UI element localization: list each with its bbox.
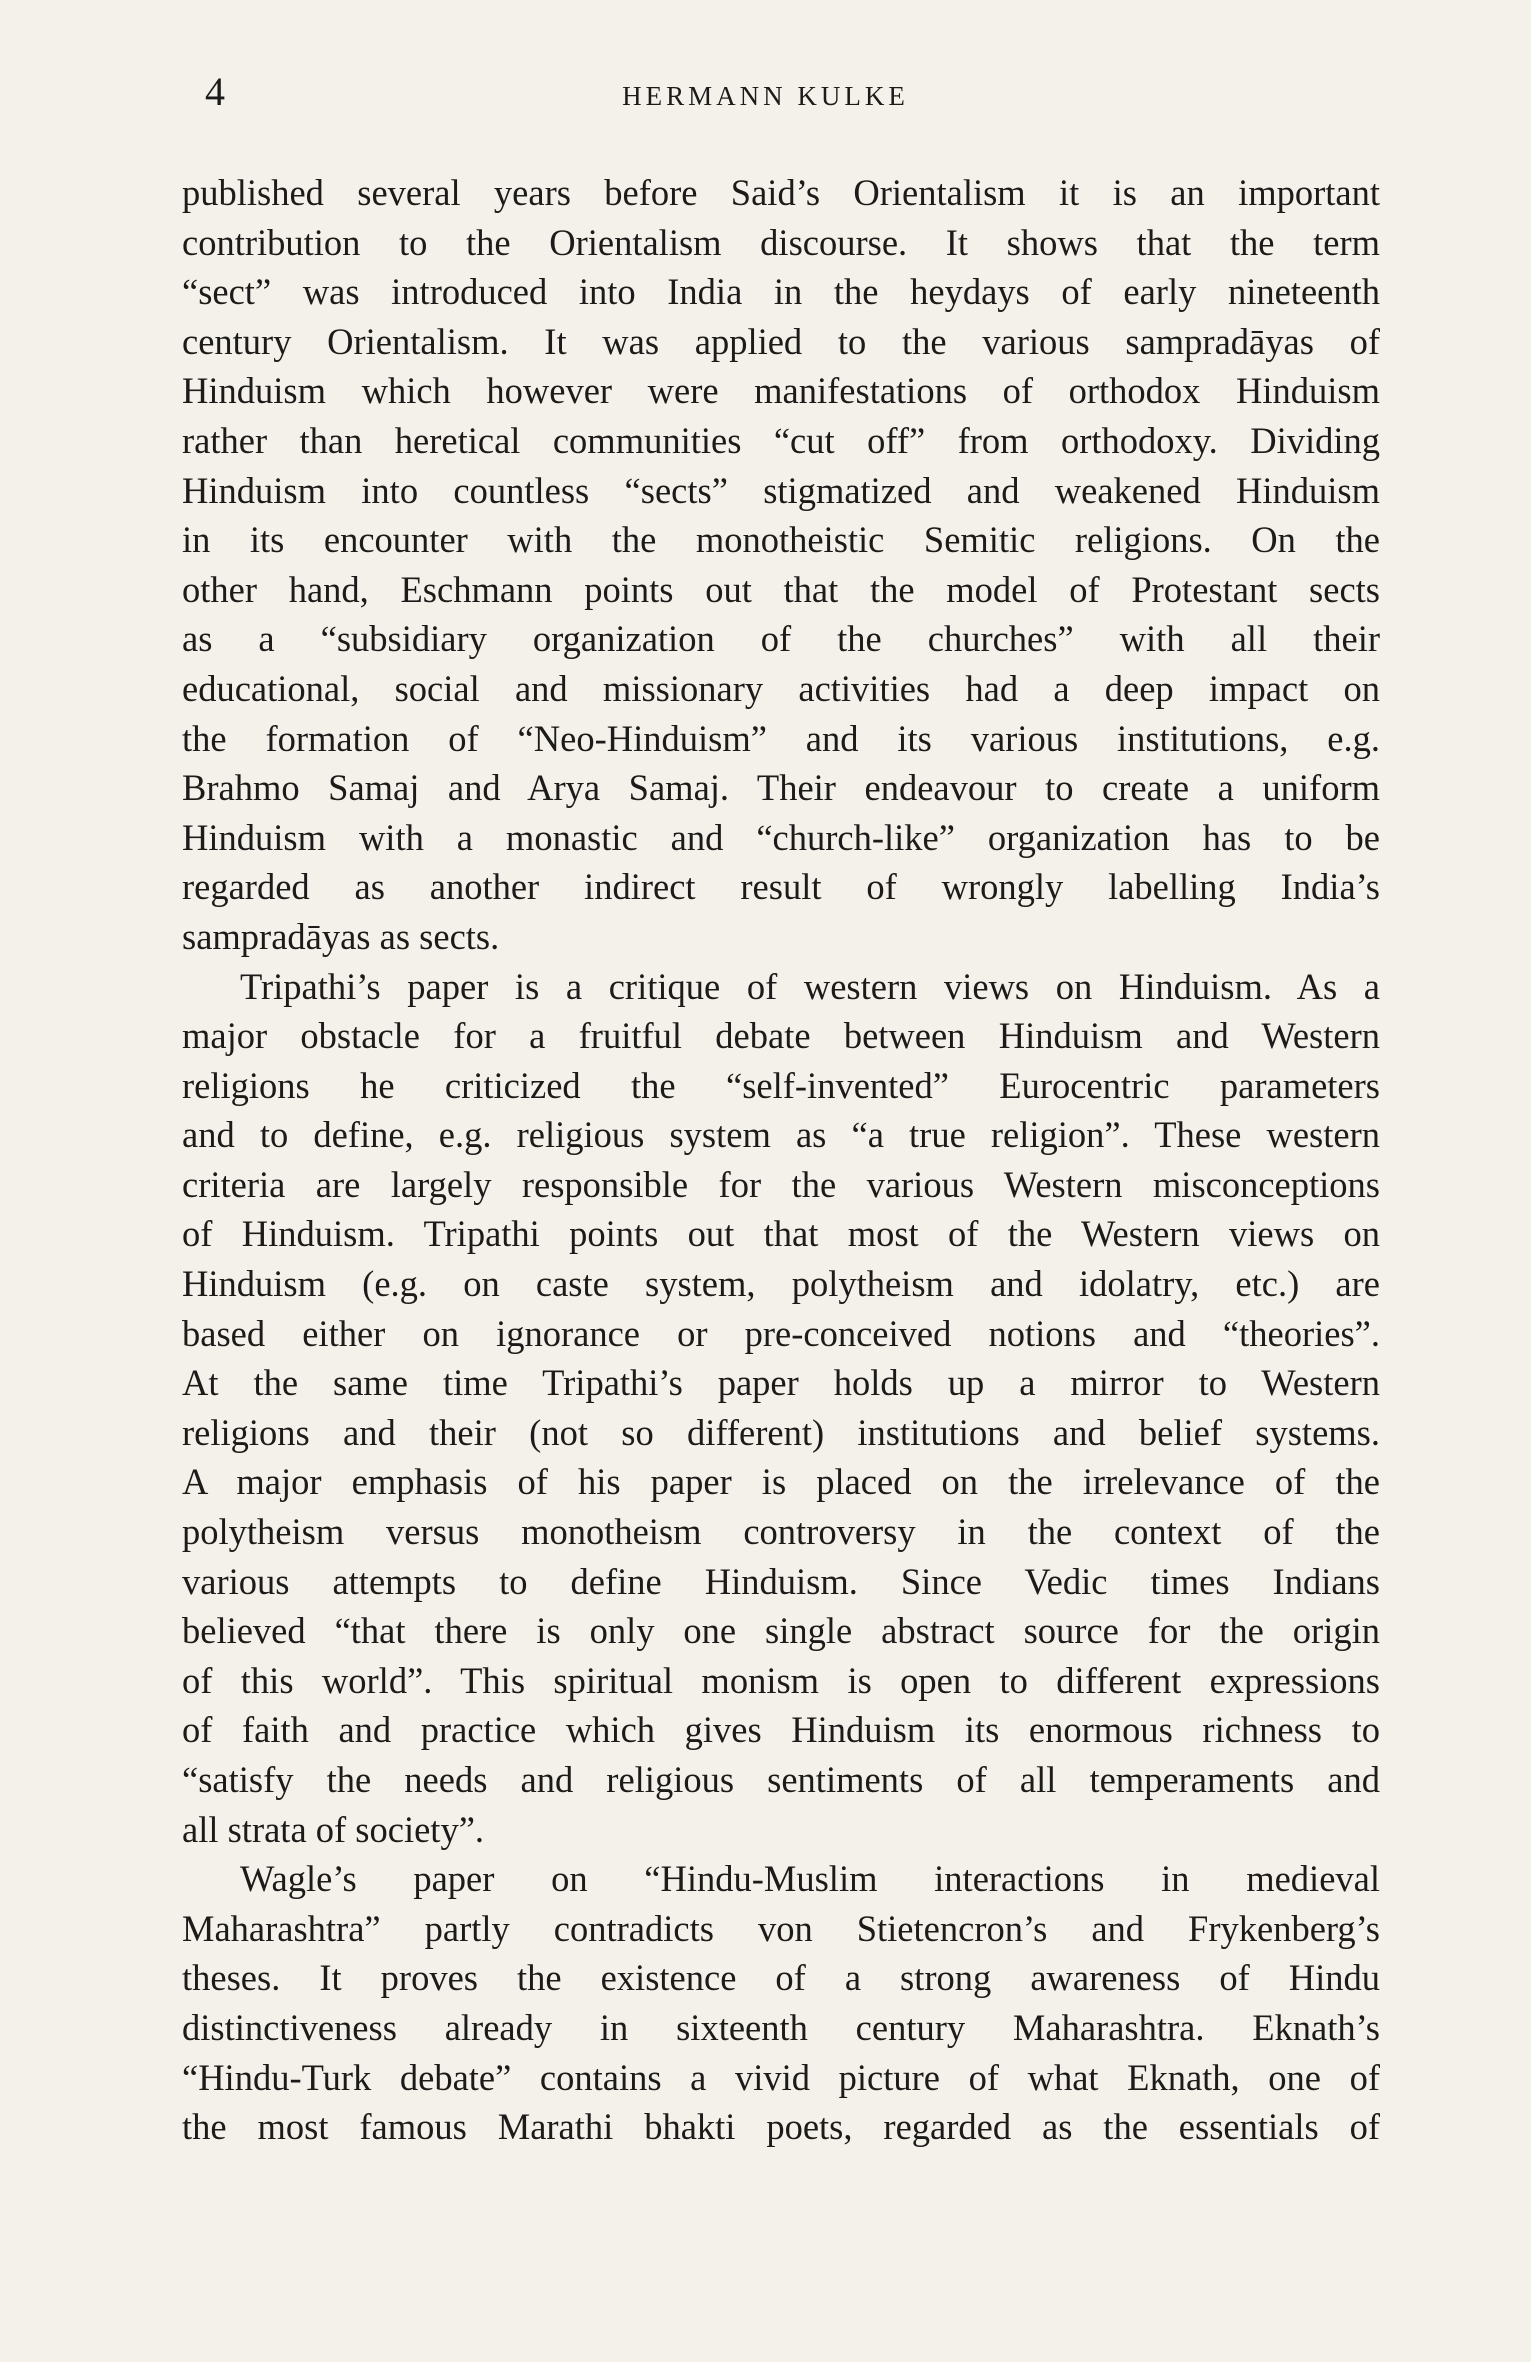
text-line: century Orientalism. It was applied to the various sampradāyas of [182,320,1380,362]
text-line: believed “that there is only one single abstract source for the origin [182,1610,1380,1652]
text-line: criteria are largely responsible for the various Western misconceptions [182,1163,1380,1205]
body-text [182,168,1380,2152]
text-line: major obstacle for a fruitful debate between Hinduism and Western [182,1015,1380,1057]
text-line: Hinduism into countless “sects” stigmatized and weakened Hinduism [182,469,1380,511]
text-line: “satisfy the needs and religious sentiments of all temperaments and [182,1759,1380,1800]
paragraph [182,1854,1380,2152]
text-line: rather than heretical communities “cut off” from orthodoxy. Dividing [182,419,1380,461]
text-line: in its encounter with the monotheistic Semitic religions. On the [182,519,1380,561]
text-line: theses. It proves the existence of a strong awareness of Hindu [182,1957,1380,1999]
text-line: the formation of “Neo-Hinduism” and its various institutions, e.g. [182,717,1380,759]
text-line: “sect” was introduced into India in the heydays of early nineteenth [182,271,1380,313]
page-number: 4 [205,69,225,114]
text-line: of faith and practice which gives Hinduism its enormous richness to [182,1709,1380,1751]
text-line: of Hinduism. Tripathi points out that most of the Western views on [182,1213,1380,1255]
text-line: Tripathi’s paper is a critique of western views on Hinduism. As a [240,965,1380,1007]
text-line: At the same time Tripathi’s paper holds up a mirror to Western [182,1362,1380,1404]
text-line: regarded as another indirect result of wrongly labelling India’s [182,866,1380,908]
text-line: Hinduism which however were manifestations of orthodox Hinduism [182,370,1380,412]
text-line: published several years before Said’s Orientalism it is an important [182,172,1380,213]
paragraph [182,962,1380,1855]
text-line: sampradāyas as sects. [182,915,500,957]
text-line: all strata of society”. [182,1808,485,1850]
text-line: other hand, Eschmann points out that the model of Protestant sects [182,568,1380,610]
text-line: educational, social and missionary activities had a deep impact on [182,667,1380,709]
text-line: Hinduism with a monastic and “church-like” organization has to be [182,816,1380,858]
text-line: Maharashtra” partly contradicts von Stietencron’s and Frykenberg’s [182,1907,1380,1949]
text-line: of this world”. This spiritual monism is open to different expressions [182,1659,1380,1701]
text-line: religions and their (not so different) institutions and belief systems. [182,1411,1380,1453]
running-head: HERMANN KULKE [622,81,909,111]
text-line: based either on ignorance or pre-conceived notions and “theories”. [182,1312,1380,1354]
paragraph [182,168,1380,962]
text-line: distinctiveness already in sixteenth century Maharashtra. Eknath’s [182,2006,1380,2048]
text-line: contribution to the Orientalism discourse. It shows that the term [182,221,1380,263]
text-line: Hinduism (e.g. on caste system, polytheism and idolatry, etc.) are [182,1263,1380,1305]
text-line: A major emphasis of his paper is placed on the irrelevance of the [182,1461,1380,1503]
text-line: as a “subsidiary organization of the churches” with all their [182,618,1380,660]
text-line: Brahmo Samaj and Arya Samaj. Their endeavour to create a uniform [182,767,1380,809]
text-line: and to define, e.g. religious system as “a true religion”. These western [182,1114,1380,1156]
text-line: various attempts to define Hinduism. Since Vedic times Indians [182,1560,1380,1602]
text-line: polytheism versus monotheism controversy in the context of the [182,1511,1380,1553]
text-line: Wagle’s paper on “Hindu-Muslim interactions in medieval [240,1858,1380,1900]
text-line: religions he criticized the “self-invented” Eurocentric parameters [182,1064,1380,1106]
text-line: “Hindu-Turk debate” contains a vivid picture of what Eknath, one of [182,2056,1380,2098]
text-line: the most famous Marathi bhakti poets, regarded as the essentials of [182,2106,1380,2148]
